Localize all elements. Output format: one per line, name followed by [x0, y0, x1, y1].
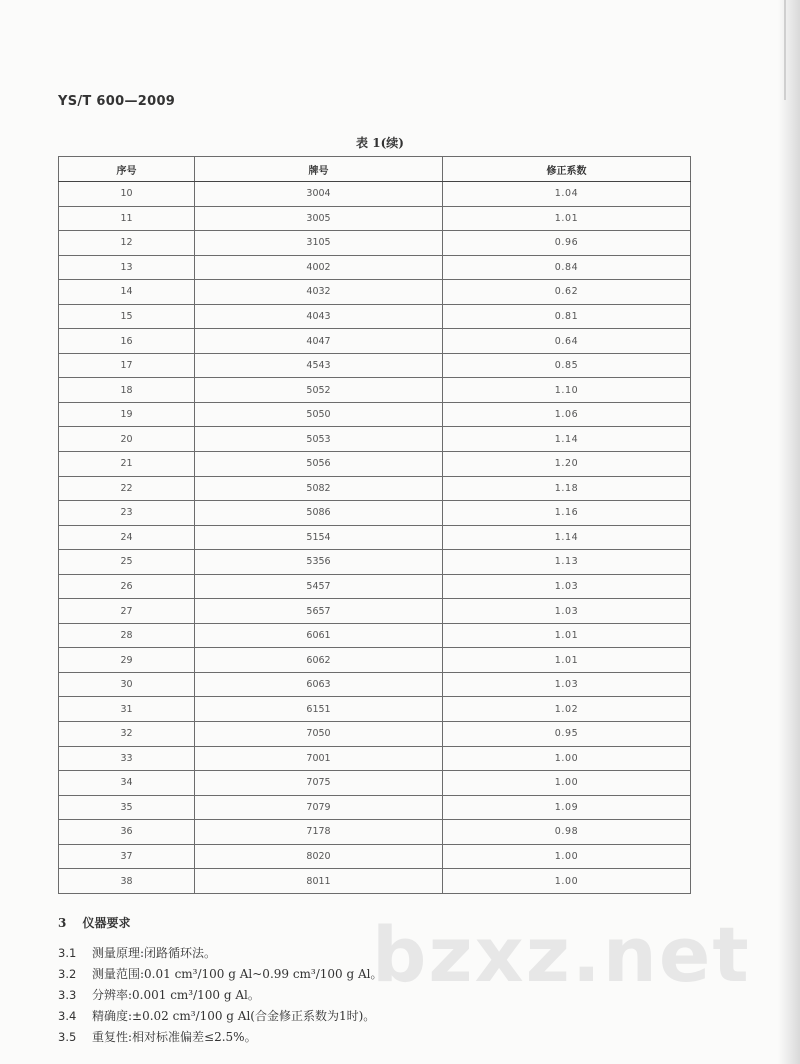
cell-serial: 31: [59, 697, 195, 722]
cell-coefficient: 1.18: [443, 476, 691, 501]
cell-coefficient: 1.03: [443, 574, 691, 599]
table-row: [59, 648, 691, 673]
cell-grade: 4043: [195, 304, 443, 329]
cell-coefficient: 1.02: [443, 697, 691, 722]
cell-grade: 3105: [195, 231, 443, 256]
cell-grade: 6151: [195, 697, 443, 722]
page-edge-shadow: [778, 0, 800, 1064]
cell-coefficient: 1.01: [443, 206, 691, 231]
cell-serial: 32: [59, 722, 195, 747]
cell-coefficient: 1.10: [443, 378, 691, 403]
cell-coefficient: 0.81: [443, 304, 691, 329]
correction-factor-table: [58, 156, 691, 894]
table-row: [59, 722, 691, 747]
table-row: [59, 476, 691, 501]
cell-coefficient: 1.16: [443, 501, 691, 526]
table-header-row: [59, 157, 691, 182]
cell-serial: 18: [59, 378, 195, 403]
cell-grade: 3004: [195, 182, 443, 207]
cell-grade: 4543: [195, 353, 443, 378]
cell-coefficient: 0.62: [443, 280, 691, 305]
clause-number: 3.2: [58, 967, 77, 981]
clause-text: 精确度:±0.02 cm³/100 g Al(合金修正系数为1时)。: [92, 1009, 376, 1023]
cell-coefficient: 0.85: [443, 353, 691, 378]
cell-serial: 28: [59, 623, 195, 648]
cell-coefficient: 1.00: [443, 844, 691, 869]
cell-coefficient: 1.13: [443, 550, 691, 575]
table-row: [59, 304, 691, 329]
cell-grade: 5356: [195, 550, 443, 575]
clause-item: [58, 1007, 698, 1028]
cell-serial: 30: [59, 672, 195, 697]
cell-serial: 34: [59, 771, 195, 796]
table-row: [59, 353, 691, 378]
cell-serial: 13: [59, 255, 195, 280]
cell-grade: 3005: [195, 206, 443, 231]
table-row: [59, 623, 691, 648]
cell-serial: 35: [59, 795, 195, 820]
table-row: [59, 795, 691, 820]
table-row: [59, 697, 691, 722]
cell-serial: 14: [59, 280, 195, 305]
cell-grade: 7178: [195, 820, 443, 845]
clause-item: [58, 1028, 698, 1049]
clause-item: [58, 986, 698, 1007]
table-row: [59, 206, 691, 231]
cell-serial: 22: [59, 476, 195, 501]
clause-text: 分辨率:0.001 cm³/100 g Al。: [92, 988, 260, 1002]
table-row: [59, 746, 691, 771]
table-row: [59, 231, 691, 256]
cell-serial: 26: [59, 574, 195, 599]
clause-number: 3.1: [58, 946, 77, 960]
table-row: [59, 820, 691, 845]
cell-coefficient: 1.20: [443, 452, 691, 477]
cell-coefficient: 1.00: [443, 869, 691, 894]
clause-item: [58, 965, 698, 986]
clause-list: [58, 944, 698, 1049]
standard-code: YS/T 600—2009: [58, 94, 176, 109]
cell-grade: 8011: [195, 869, 443, 894]
cell-grade: 7050: [195, 722, 443, 747]
cell-serial: 12: [59, 231, 195, 256]
table-row: [59, 378, 691, 403]
clause-text: 重复性:相对标准偏差≤2.5%。: [92, 1030, 257, 1044]
table-row: [59, 329, 691, 354]
cell-coefficient: 1.01: [443, 623, 691, 648]
cell-grade: 4047: [195, 329, 443, 354]
table-row: [59, 501, 691, 526]
cell-coefficient: 1.01: [443, 648, 691, 673]
cell-coefficient: 1.14: [443, 427, 691, 452]
column-header-serial: 序号: [59, 157, 195, 182]
cell-serial: 24: [59, 525, 195, 550]
table-row: [59, 452, 691, 477]
clause-text: 测量范围:0.01 cm³/100 g Al~0.99 cm³/100 g Al。: [92, 967, 383, 981]
clause-number: 3.4: [58, 1009, 77, 1023]
table-row: [59, 550, 691, 575]
cell-serial: 17: [59, 353, 195, 378]
cell-coefficient: 0.64: [443, 329, 691, 354]
cell-serial: 20: [59, 427, 195, 452]
clause-number: 3.3: [58, 988, 77, 1002]
cell-serial: 21: [59, 452, 195, 477]
cell-grade: 7079: [195, 795, 443, 820]
table-row: [59, 672, 691, 697]
table-body: [59, 182, 691, 894]
cell-grade: 5657: [195, 599, 443, 624]
cell-serial: 16: [59, 329, 195, 354]
table-row: [59, 574, 691, 599]
section-number: 3: [58, 916, 67, 930]
cell-coefficient: 0.95: [443, 722, 691, 747]
cell-grade: 5457: [195, 574, 443, 599]
table-row: [59, 280, 691, 305]
table-title: 表 1(续): [356, 136, 404, 150]
cell-grade: 5050: [195, 402, 443, 427]
cell-serial: 11: [59, 206, 195, 231]
clause-item: [58, 944, 698, 965]
cell-serial: 38: [59, 869, 195, 894]
cell-grade: 8020: [195, 844, 443, 869]
table-row: [59, 869, 691, 894]
cell-coefficient: 1.04: [443, 182, 691, 207]
cell-serial: 27: [59, 599, 195, 624]
cell-grade: 6063: [195, 672, 443, 697]
cell-coefficient: 0.96: [443, 231, 691, 256]
table-row: [59, 844, 691, 869]
watermark: bzxz.net: [372, 910, 751, 999]
table-row: [59, 525, 691, 550]
table-row: [59, 402, 691, 427]
cell-grade: 4002: [195, 255, 443, 280]
cell-grade: 5082: [195, 476, 443, 501]
section-title: 仪器要求: [82, 916, 131, 930]
cell-coefficient: 1.00: [443, 746, 691, 771]
table-row: [59, 255, 691, 280]
cell-grade: 5053: [195, 427, 443, 452]
cell-coefficient: 1.06: [443, 402, 691, 427]
cell-coefficient: 0.84: [443, 255, 691, 280]
cell-serial: 19: [59, 402, 195, 427]
cell-serial: 23: [59, 501, 195, 526]
cell-serial: 29: [59, 648, 195, 673]
cell-serial: 25: [59, 550, 195, 575]
cell-grade: 7001: [195, 746, 443, 771]
table-row: [59, 182, 691, 207]
cell-grade: 6062: [195, 648, 443, 673]
clause-number: 3.5: [58, 1030, 77, 1044]
table-row: [59, 427, 691, 452]
cell-grade: 6061: [195, 623, 443, 648]
cell-coefficient: 1.00: [443, 771, 691, 796]
cell-coefficient: 1.03: [443, 599, 691, 624]
cell-grade: 5086: [195, 501, 443, 526]
cell-coefficient: 1.14: [443, 525, 691, 550]
column-header-grade: 牌号: [195, 157, 443, 182]
cell-coefficient: 1.03: [443, 672, 691, 697]
cell-serial: 37: [59, 844, 195, 869]
cell-serial: 36: [59, 820, 195, 845]
cell-serial: 15: [59, 304, 195, 329]
cell-serial: 10: [59, 182, 195, 207]
table-row: [59, 771, 691, 796]
cell-coefficient: 0.98: [443, 820, 691, 845]
cell-grade: 5052: [195, 378, 443, 403]
section-heading: [58, 914, 131, 931]
cell-grade: 5056: [195, 452, 443, 477]
cell-grade: 4032: [195, 280, 443, 305]
column-header-coefficient: 修正系数: [443, 157, 691, 182]
table-row: [59, 599, 691, 624]
cell-grade: 7075: [195, 771, 443, 796]
cell-serial: 33: [59, 746, 195, 771]
clause-text: 测量原理:闭路循环法。: [92, 946, 217, 960]
cell-grade: 5154: [195, 525, 443, 550]
cell-coefficient: 1.09: [443, 795, 691, 820]
